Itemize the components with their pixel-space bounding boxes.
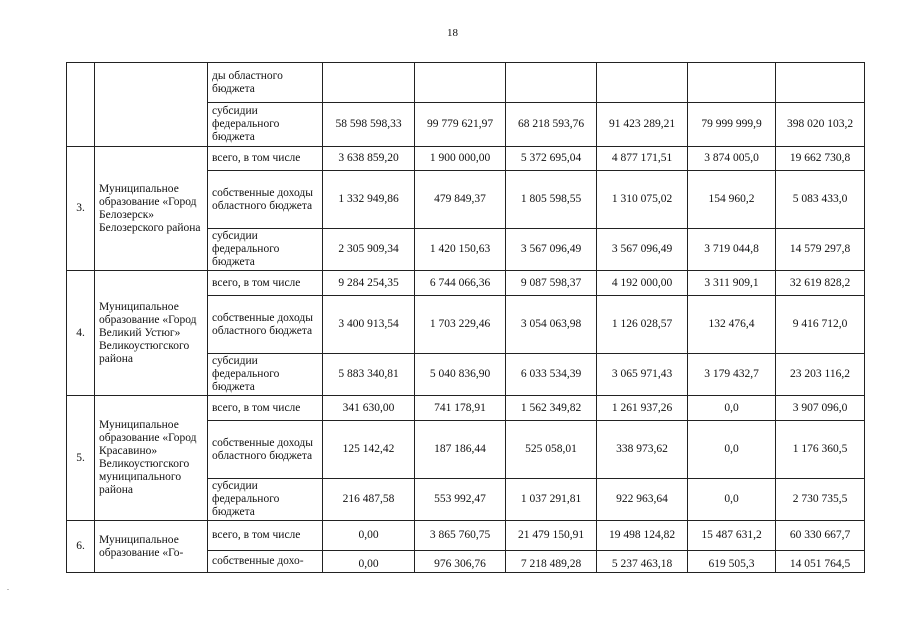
value-cell: 619 505,3 xyxy=(688,551,776,573)
value-cell: 32 619 828,2 xyxy=(776,271,865,296)
value-cell: 60 330 667,7 xyxy=(776,521,865,551)
value-cell: 3 567 096,49 xyxy=(597,229,688,271)
municipality-name-cell: Муниципальное образование «Город Великий Устюг» Великоустюгского района xyxy=(95,271,208,396)
value-cell: 3 311 909,1 xyxy=(688,271,776,296)
value-cell: 5 372 695,04 xyxy=(506,147,597,171)
value-cell: 1 176 360,5 xyxy=(776,421,865,479)
value-cell: 187 186,44 xyxy=(415,421,506,479)
value-cell: 741 178,91 xyxy=(415,396,506,421)
value-cell: 2 730 735,5 xyxy=(776,479,865,521)
income-type-cell: собственные дохо- xyxy=(208,551,323,573)
value-cell: 0,00 xyxy=(323,521,415,551)
income-type-cell: собственные доходы областного бюджета xyxy=(208,171,323,229)
table-row xyxy=(67,521,865,551)
value-cell: 9 416 712,0 xyxy=(776,296,865,354)
income-type-cell: собственные доходы областного бюджета xyxy=(208,296,323,354)
value-cell: 9 284 254,35 xyxy=(323,271,415,296)
value-cell: 68 218 593,76 xyxy=(506,103,597,147)
table-row xyxy=(67,396,865,421)
value-cell: 0,0 xyxy=(688,421,776,479)
value-cell: 23 203 116,2 xyxy=(776,354,865,396)
value-cell: 9 087 598,37 xyxy=(506,271,597,296)
value-cell: 6 744 066,36 xyxy=(415,271,506,296)
row-number-cell xyxy=(67,63,95,147)
value-cell: 3 907 096,0 xyxy=(776,396,865,421)
value-cell: 5 237 463,18 xyxy=(597,551,688,573)
value-cell: 15 487 631,2 xyxy=(688,521,776,551)
income-type-cell: субсидии федерального бюджета xyxy=(208,479,323,521)
value-cell: 4 192 000,00 xyxy=(597,271,688,296)
value-cell xyxy=(776,63,865,103)
income-type-cell: субсидии федерального бюджета xyxy=(208,354,323,396)
value-cell: 19 662 730,8 xyxy=(776,147,865,171)
income-type-cell: всего, в том числе xyxy=(208,396,323,421)
value-cell: 0,0 xyxy=(688,396,776,421)
value-cell: 3 567 096,49 xyxy=(506,229,597,271)
municipality-name-cell: Муниципальное образование «Город Красавино» Великоустюгского муниципального района xyxy=(95,396,208,521)
income-type-cell: всего, в том числе xyxy=(208,147,323,171)
value-cell: 1 562 349,82 xyxy=(506,396,597,421)
value-cell: 5 040 836,90 xyxy=(415,354,506,396)
value-cell: 1 900 000,00 xyxy=(415,147,506,171)
value-cell: 99 779 621,97 xyxy=(415,103,506,147)
value-cell: 91 423 289,21 xyxy=(597,103,688,147)
value-cell: 1 261 937,26 xyxy=(597,396,688,421)
value-cell: 6 033 534,39 xyxy=(506,354,597,396)
value-cell: 1 703 229,46 xyxy=(415,296,506,354)
page-number: 18 xyxy=(447,27,458,39)
municipality-name-cell: Муниципальное образование «Город Белозерск» Белозерского района xyxy=(95,147,208,271)
value-cell: 1 805 598,55 xyxy=(506,171,597,229)
value-cell xyxy=(415,63,506,103)
row-number-cell: 6. xyxy=(67,521,95,573)
value-cell: 3 874 005,0 xyxy=(688,147,776,171)
value-cell: 14 579 297,8 xyxy=(776,229,865,271)
value-cell: 132 476,4 xyxy=(688,296,776,354)
value-cell: 0,00 xyxy=(323,551,415,573)
value-cell: 976 306,76 xyxy=(415,551,506,573)
income-type-cell: собственные доходы областного бюджета xyxy=(208,421,323,479)
value-cell: 2 305 909,34 xyxy=(323,229,415,271)
value-cell: 3 638 859,20 xyxy=(323,147,415,171)
value-cell: 4 877 171,51 xyxy=(597,147,688,171)
value-cell xyxy=(688,63,776,103)
value-cell: 398 020 103,2 xyxy=(776,103,865,147)
value-cell xyxy=(506,63,597,103)
income-type-cell: всего, в том числе xyxy=(208,271,323,296)
value-cell: 216 487,58 xyxy=(323,479,415,521)
row-number-cell: 4. xyxy=(67,271,95,396)
value-cell: 479 849,37 xyxy=(415,171,506,229)
value-cell xyxy=(597,63,688,103)
value-cell: 1 332 949,86 xyxy=(323,171,415,229)
value-cell: 3 179 432,7 xyxy=(688,354,776,396)
value-cell: 154 960,2 xyxy=(688,171,776,229)
margin-mark: . xyxy=(7,583,9,592)
value-cell: 0,0 xyxy=(688,479,776,521)
income-type-cell: ды областного бюджета xyxy=(208,63,323,103)
value-cell: 79 999 999,9 xyxy=(688,103,776,147)
value-cell: 525 058,01 xyxy=(506,421,597,479)
value-cell: 341 630,00 xyxy=(323,396,415,421)
value-cell: 1 126 028,57 xyxy=(597,296,688,354)
value-cell: 125 142,42 xyxy=(323,421,415,479)
value-cell: 1 037 291,81 xyxy=(506,479,597,521)
row-number-cell: 5. xyxy=(67,396,95,521)
municipality-name-cell xyxy=(95,63,208,147)
value-cell: 21 479 150,91 xyxy=(506,521,597,551)
value-cell: 7 218 489,28 xyxy=(506,551,597,573)
value-cell: 14 051 764,5 xyxy=(776,551,865,573)
row-number-cell: 3. xyxy=(67,147,95,271)
value-cell: 3 054 063,98 xyxy=(506,296,597,354)
value-cell: 3 400 913,54 xyxy=(323,296,415,354)
value-cell: 5 883 340,81 xyxy=(323,354,415,396)
value-cell: 3 719 044,8 xyxy=(688,229,776,271)
value-cell: 553 992,47 xyxy=(415,479,506,521)
value-cell: 922 963,64 xyxy=(597,479,688,521)
value-cell: 5 083 433,0 xyxy=(776,171,865,229)
value-cell: 1 310 075,02 xyxy=(597,171,688,229)
income-type-cell: субсидии федерального бюджета xyxy=(208,103,323,147)
value-cell: 19 498 124,82 xyxy=(597,521,688,551)
value-cell: 3 065 971,43 xyxy=(597,354,688,396)
income-type-cell: всего, в том числе xyxy=(208,521,323,551)
value-cell xyxy=(323,63,415,103)
value-cell: 1 420 150,63 xyxy=(415,229,506,271)
value-cell: 3 865 760,75 xyxy=(415,521,506,551)
table-row xyxy=(67,271,865,296)
municipality-name-cell: Муниципальное образование «Го- xyxy=(95,521,208,573)
table-row xyxy=(67,63,865,103)
budget-table xyxy=(66,62,865,573)
value-cell: 338 973,62 xyxy=(597,421,688,479)
table-row xyxy=(67,147,865,171)
income-type-cell: субсидии федерального бюджета xyxy=(208,229,323,271)
value-cell: 58 598 598,33 xyxy=(323,103,415,147)
